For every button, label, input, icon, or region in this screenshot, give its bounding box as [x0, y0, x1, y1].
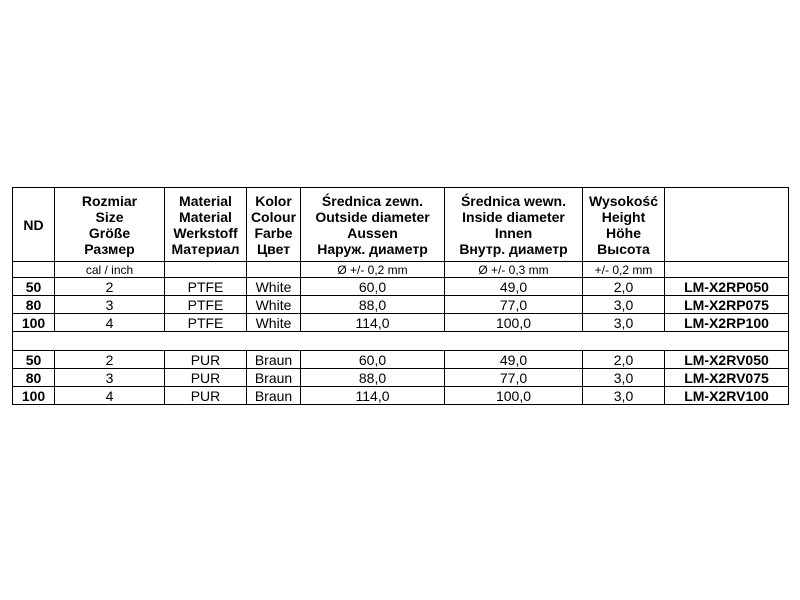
outside-diameter-cell: 114,0 — [301, 387, 445, 405]
header-line: Höhe — [606, 224, 641, 241]
height-cell: 3,0 — [583, 314, 665, 332]
header-line: Średnica wewn. — [460, 192, 567, 209]
colour-cell: White — [247, 314, 301, 332]
code-cell: LM-X2RV100 — [665, 387, 789, 405]
outside-diameter-cell: 60,0 — [301, 278, 445, 296]
header-line: Rozmiar — [81, 192, 138, 209]
header-line: Цвет — [256, 240, 291, 257]
header-line: Farbe — [254, 224, 293, 241]
header-line: Внутр. диаметр — [459, 240, 568, 257]
header-line: Outside diameter — [315, 208, 430, 225]
material-cell: PTFE — [165, 314, 247, 332]
unit-cell — [13, 262, 55, 278]
header-line: ND — [23, 216, 44, 233]
height-cell: 3,0 — [583, 387, 665, 405]
units-row — [13, 262, 789, 278]
height-cell: 2,0 — [583, 351, 665, 369]
header-colour — [247, 188, 301, 262]
header-line: Średnica zewn. — [321, 192, 424, 209]
table-row — [13, 278, 789, 296]
nd-cell: 80 — [13, 296, 55, 314]
header-line: Material — [179, 208, 232, 225]
size-cell: 2 — [55, 278, 165, 296]
group-separator — [13, 332, 789, 351]
header-line: Kolor — [255, 192, 292, 209]
unit-cell: Ø +/- 0,3 mm — [445, 262, 583, 278]
inside-diameter-cell: 49,0 — [445, 278, 583, 296]
header-line: Size — [95, 208, 124, 225]
size-cell: 4 — [55, 314, 165, 332]
unit-cell — [247, 262, 301, 278]
nd-cell: 50 — [13, 278, 55, 296]
colour-cell: White — [247, 278, 301, 296]
unit-cell: +/- 0,2 mm — [583, 262, 665, 278]
code-cell: LM-X2RV050 — [665, 351, 789, 369]
inside-diameter-cell: 49,0 — [445, 351, 583, 369]
colour-cell: White — [247, 296, 301, 314]
table-row — [13, 314, 789, 332]
unit-cell — [165, 262, 247, 278]
header-line: Wysokość — [589, 192, 658, 209]
header-row — [13, 188, 789, 262]
header-line: Aussen — [347, 224, 398, 241]
header-height — [583, 188, 665, 262]
header-inside-diameter — [445, 188, 583, 262]
header-line: Größe — [88, 224, 131, 241]
unit-cell: Ø +/- 0,2 mm — [301, 262, 445, 278]
nd-cell: 50 — [13, 351, 55, 369]
unit-cell: cal / inch — [55, 262, 165, 278]
nd-cell: 80 — [13, 369, 55, 387]
size-cell: 2 — [55, 351, 165, 369]
inside-diameter-cell: 100,0 — [445, 387, 583, 405]
height-cell: 3,0 — [583, 369, 665, 387]
spec-table — [12, 187, 789, 405]
header-line: Inside diameter — [462, 208, 565, 225]
header-code — [665, 188, 789, 262]
header-material — [165, 188, 247, 262]
outside-diameter-cell: 60,0 — [301, 351, 445, 369]
material-cell: PUR — [165, 369, 247, 387]
material-cell: PTFE — [165, 278, 247, 296]
header-size — [55, 188, 165, 262]
header-line: Werkstoff — [173, 224, 238, 241]
header-line: Размер — [84, 240, 135, 257]
code-cell: LM-X2RV075 — [665, 369, 789, 387]
header-nd — [13, 188, 55, 262]
colour-cell: Braun — [247, 369, 301, 387]
outside-diameter-cell: 88,0 — [301, 369, 445, 387]
inside-diameter-cell: 77,0 — [445, 296, 583, 314]
code-cell: LM-X2RP100 — [665, 314, 789, 332]
size-cell: 3 — [55, 369, 165, 387]
code-cell: LM-X2RP050 — [665, 278, 789, 296]
outside-diameter-cell: 114,0 — [301, 314, 445, 332]
nd-cell: 100 — [13, 387, 55, 405]
table-row — [13, 387, 789, 405]
inside-diameter-cell: 100,0 — [445, 314, 583, 332]
unit-cell — [665, 262, 789, 278]
material-cell: PTFE — [165, 296, 247, 314]
header-line: Высота — [597, 240, 650, 257]
header-line: Innen — [494, 224, 533, 241]
outside-diameter-cell: 88,0 — [301, 296, 445, 314]
material-cell: PUR — [165, 387, 247, 405]
nd-cell: 100 — [13, 314, 55, 332]
inside-diameter-cell: 77,0 — [445, 369, 583, 387]
colour-cell: Braun — [247, 351, 301, 369]
material-cell: PUR — [165, 351, 247, 369]
height-cell: 3,0 — [583, 296, 665, 314]
code-cell: LM-X2RP075 — [665, 296, 789, 314]
header-outside-diameter — [301, 188, 445, 262]
height-cell: 2,0 — [583, 278, 665, 296]
header-line: Colour — [250, 208, 297, 225]
separator-cell — [13, 332, 789, 351]
table-row — [13, 369, 789, 387]
header-line: Материал — [171, 240, 240, 257]
colour-cell: Braun — [247, 387, 301, 405]
header-line: Height — [601, 208, 646, 225]
table-row — [13, 351, 789, 369]
size-cell: 3 — [55, 296, 165, 314]
header-line: Material — [179, 192, 232, 209]
size-cell: 4 — [55, 387, 165, 405]
header-line: Наруж. диаметр — [317, 240, 428, 257]
table-row — [13, 296, 789, 314]
